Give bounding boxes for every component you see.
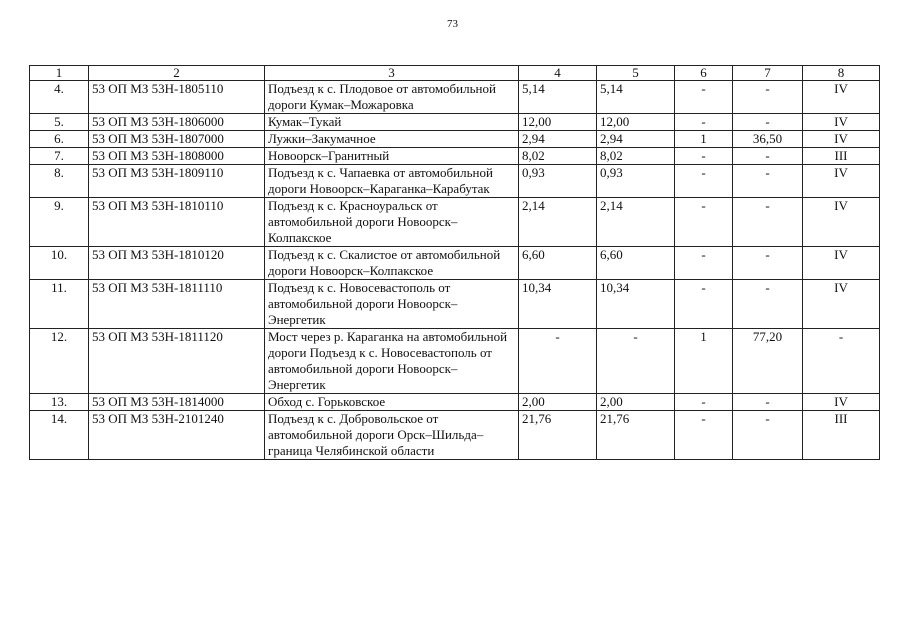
road-id: 53 ОП МЗ 53Н-1810120 [89, 247, 265, 280]
road-category: IV [803, 394, 880, 411]
table-row [30, 411, 880, 460]
road-category: IV [803, 165, 880, 198]
bridge-length: - [733, 198, 803, 247]
length-value: - [597, 329, 675, 394]
bridge-length: - [733, 247, 803, 280]
length-value: 2,14 [597, 198, 675, 247]
length-total: 0,93 [519, 165, 597, 198]
length-value: 2,94 [597, 131, 675, 148]
length-total: 2,94 [519, 131, 597, 148]
length-value: 2,00 [597, 394, 675, 411]
length-total: 8,02 [519, 148, 597, 165]
length-value: 0,93 [597, 165, 675, 198]
bridge-count: - [675, 411, 733, 460]
length-value: 6,60 [597, 247, 675, 280]
bridge-length: - [733, 81, 803, 114]
row-number: 9. [30, 198, 89, 247]
bridge-length: - [733, 114, 803, 131]
length-value: 10,34 [597, 280, 675, 329]
road-id: 53 ОП МЗ 53Н-1810110 [89, 198, 265, 247]
road-name: Кумак–Тукай [265, 114, 519, 131]
column-header-6: 6 [675, 66, 733, 81]
road-name: Подъезд к с. Красноуральск от автомобильной дороги Новоорск–Колпакское [265, 198, 519, 247]
row-number: 8. [30, 165, 89, 198]
road-name: Подъезд к с. Новосевастополь от автомобильной дороги Новоорск–Энергетик [265, 280, 519, 329]
roads-table [29, 65, 880, 460]
row-number: 13. [30, 394, 89, 411]
table-row [30, 81, 880, 114]
table-row [30, 329, 880, 394]
row-number: 14. [30, 411, 89, 460]
road-category: IV [803, 114, 880, 131]
bridge-count: - [675, 394, 733, 411]
road-name: Подъезд к с. Чапаевка от автомобильной дороги Новоорск–Караганка–Карабутак [265, 165, 519, 198]
road-category: IV [803, 131, 880, 148]
column-header-4: 4 [519, 66, 597, 81]
row-number: 7. [30, 148, 89, 165]
length-total: 12,00 [519, 114, 597, 131]
table-row [30, 165, 880, 198]
table-row [30, 198, 880, 247]
column-header-5: 5 [597, 66, 675, 81]
road-id: 53 ОП МЗ 53Н-1811120 [89, 329, 265, 394]
road-id: 53 ОП МЗ 53Н-1808000 [89, 148, 265, 165]
bridge-count: 1 [675, 329, 733, 394]
table-row [30, 131, 880, 148]
length-value: 8,02 [597, 148, 675, 165]
column-header-1: 1 [30, 66, 89, 81]
row-number: 6. [30, 131, 89, 148]
column-header-8: 8 [803, 66, 880, 81]
bridge-count: - [675, 198, 733, 247]
road-id: 53 ОП МЗ 53Н-1809110 [89, 165, 265, 198]
length-total: - [519, 329, 597, 394]
road-name: Новоорск–Гранитный [265, 148, 519, 165]
length-total: 21,76 [519, 411, 597, 460]
length-total: 2,00 [519, 394, 597, 411]
bridge-length: - [733, 165, 803, 198]
bridge-count: 1 [675, 131, 733, 148]
bridge-length: - [733, 411, 803, 460]
length-value: 21,76 [597, 411, 675, 460]
length-total: 2,14 [519, 198, 597, 247]
bridge-length: 77,20 [733, 329, 803, 394]
road-id: 53 ОП МЗ 53Н-1806000 [89, 114, 265, 131]
length-value: 12,00 [597, 114, 675, 131]
road-id: 53 ОП МЗ 53Н-1807000 [89, 131, 265, 148]
length-total: 10,34 [519, 280, 597, 329]
row-number: 12. [30, 329, 89, 394]
road-category: IV [803, 81, 880, 114]
road-name: Лужки–Закумачное [265, 131, 519, 148]
road-category: - [803, 329, 880, 394]
column-header-3: 3 [265, 66, 519, 81]
road-id: 53 ОП МЗ 53Н-1814000 [89, 394, 265, 411]
road-id: 53 ОП МЗ 53Н-2101240 [89, 411, 265, 460]
row-number: 4. [30, 81, 89, 114]
road-category: IV [803, 247, 880, 280]
bridge-count: - [675, 148, 733, 165]
table-row [30, 280, 880, 329]
table-row [30, 114, 880, 131]
bridge-length: 36,50 [733, 131, 803, 148]
road-id: 53 ОП МЗ 53Н-1811110 [89, 280, 265, 329]
bridge-length: - [733, 394, 803, 411]
bridge-count: - [675, 247, 733, 280]
column-header-2: 2 [89, 66, 265, 81]
bridge-count: - [675, 81, 733, 114]
bridge-length: - [733, 148, 803, 165]
bridge-count: - [675, 114, 733, 131]
table-header-row [30, 66, 880, 81]
length-total: 5,14 [519, 81, 597, 114]
length-total: 6,60 [519, 247, 597, 280]
row-number: 10. [30, 247, 89, 280]
column-header-7: 7 [733, 66, 803, 81]
road-name: Подъезд к с. Скалистое от автомобильной дороги Новоорск–Колпакское [265, 247, 519, 280]
table-row [30, 247, 880, 280]
length-value: 5,14 [597, 81, 675, 114]
bridge-count: - [675, 165, 733, 198]
table-row [30, 148, 880, 165]
road-name: Подъезд к с. Добровольское от автомобильной дороги Орск–Шильда–граница Челябинской области [265, 411, 519, 460]
page-number: 73 [447, 18, 458, 30]
table-row [30, 394, 880, 411]
road-id: 53 ОП МЗ 53Н-1805110 [89, 81, 265, 114]
row-number: 11. [30, 280, 89, 329]
bridge-length: - [733, 280, 803, 329]
road-name: Мост через р. Караганка на автомобильной дороги Подъезд к с. Новосевастополь от автомобильной дороги Новоорск–Энергетик [265, 329, 519, 394]
road-category: III [803, 411, 880, 460]
road-category: IV [803, 280, 880, 329]
road-name: Обход с. Горьковское [265, 394, 519, 411]
road-category: III [803, 148, 880, 165]
row-number: 5. [30, 114, 89, 131]
road-name: Подъезд к с. Плодовое от автомобильной дороги Кумак–Можаровка [265, 81, 519, 114]
bridge-count: - [675, 280, 733, 329]
road-category: IV [803, 198, 880, 247]
